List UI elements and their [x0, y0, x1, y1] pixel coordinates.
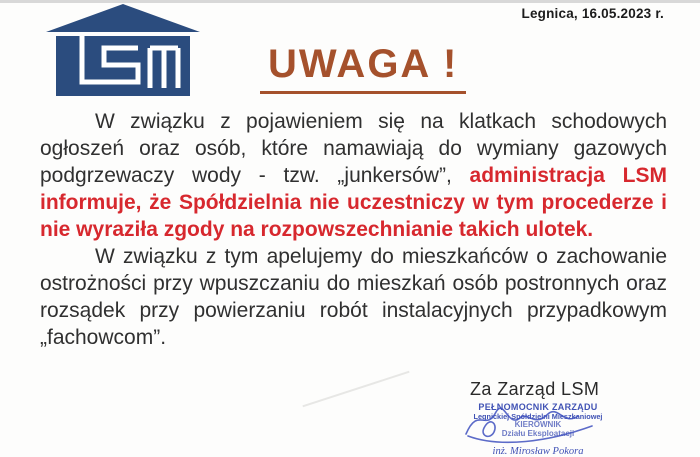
stamp-signer-name: inż. Mirosław Pokora [492, 445, 584, 457]
stamp-org: Legnickiej Spółdzielni Mieszkaniowej [473, 411, 603, 421]
notice-body [40, 108, 667, 351]
official-stamp [452, 403, 624, 457]
scan-crease-artifact [302, 371, 409, 408]
stamp-role-line-2: Działu Eksploatacji [501, 428, 575, 438]
signoff-label: Za Zarząd LSM [470, 379, 600, 399]
page-title: UWAGA ! [260, 44, 466, 94]
stamp-role-line-1: KIEROWNIK [514, 419, 562, 429]
paragraph-2: W związku z tym apelujemy do mieszkańców o zachowanie ostrożności przy wpuszczaniu do mieszkań osób postronnych oraz rozsądek przy powierzaniu robót instalacyjnych przypadkowym „fachowcom”. [40, 245, 667, 349]
paragraph-1-black-text: W związku z pojawieniem się na klatkach schodowych ogłoszeń oraz osób, które namawiają do wymiany gazowych podgrzewaczy wody - tzw. „junkersów”, [40, 110, 667, 187]
date-line: Legnica, 16.05.2023 r. [521, 6, 664, 21]
stamp-title: PEŁNOMOCNIK ZARZĄDU [478, 402, 598, 412]
lsm-house-logo-icon [38, 2, 208, 102]
paragraph-1 [40, 108, 667, 243]
paragraph-1-red-text: administracja LSM informuje, że Spółdzielnia nie uczestniczy w tym procederze i nie wyraziła zgody na rozpowszechnianie takich ulotek. [40, 164, 667, 241]
